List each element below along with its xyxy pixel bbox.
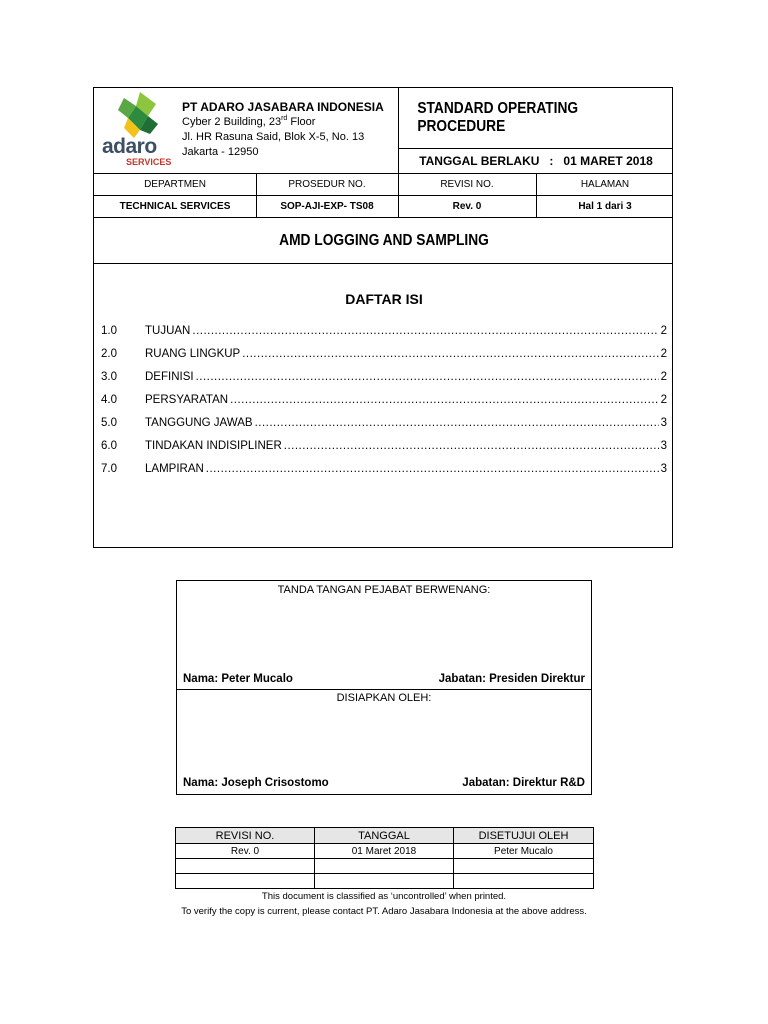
authorized-name: Nama: Peter Mucalo: [183, 673, 293, 685]
toc-item-number: 5.0: [101, 417, 117, 429]
toc-item-number: 2.0: [101, 348, 117, 360]
toc-item[interactable]: [101, 417, 667, 440]
toc-item-label: RUANG LINGKUP: [145, 348, 241, 360]
company-address-line1: Cyber 2 Building, 23rd Floor: [182, 115, 316, 128]
toc-leader-dots: [206, 463, 659, 475]
toc-leader-dots: [196, 371, 659, 383]
table-row: [176, 874, 594, 889]
revision-cell: 01 Maret 2018: [315, 844, 454, 859]
toc-item-label: PERSYARATAN: [145, 394, 229, 406]
toc-item-page: 2: [660, 325, 667, 337]
toc-item-page: 2: [660, 394, 667, 406]
toc-item-label: TINDAKAN INDISIPLINER: [145, 440, 282, 452]
toc-item-page: 3: [660, 463, 667, 475]
meta-header-procedure-no: PROSEDUR NO.: [288, 178, 366, 190]
toc-item-number: 6.0: [101, 440, 117, 452]
authorized-signatory-row: [183, 673, 585, 685]
meta-header-page: HALAMAN: [580, 178, 630, 190]
toc-leader-dots: [242, 348, 658, 360]
revision-cell: [176, 859, 315, 874]
toc-item-page: 2: [660, 371, 667, 383]
footer-uncontrolled-note: This document is classified as ‘uncontrolled’ when printed.: [261, 891, 507, 902]
company-address-line2: Jl. HR Rasuna Said, Blok X-5, No. 13: [182, 131, 365, 143]
revision-cell: Rev. 0: [176, 844, 315, 859]
meta-header-department: DEPARTMEN: [144, 178, 206, 190]
prepared-by-caption: DISIAPKAN OLEH:: [336, 692, 432, 704]
toc-title: DAFTAR ISI: [345, 291, 423, 307]
divider: [94, 263, 672, 264]
table-of-contents: [101, 325, 667, 486]
document-type-title: STANDARD OPERATING PROCEDURE: [417, 100, 579, 135]
toc-item-number: 4.0: [101, 394, 117, 406]
prepared-position: Jabatan: Direktur R&D: [462, 777, 585, 789]
logo-brand: adaro: [102, 135, 157, 158]
meta-value-procedure-no: SOP-AJI-EXP- TS08: [280, 200, 374, 212]
toc-item-page: 3: [660, 417, 667, 429]
toc-item[interactable]: [101, 348, 667, 371]
company-address-line3: Jakarta - 12950: [182, 146, 259, 158]
effective-date-value: 01 MARET 2018: [563, 153, 653, 168]
toc-item[interactable]: [101, 394, 667, 417]
divider: [94, 217, 672, 218]
toc-item-label: TUJUAN: [145, 325, 191, 337]
toc-item-label: TANGGUNG JAWAB: [145, 417, 253, 429]
prepared-by-row: [183, 777, 585, 789]
sop-header-box: [93, 87, 673, 548]
prepared-name: Nama: Joseph Crisostomo: [183, 777, 329, 789]
revision-cell: [176, 874, 315, 889]
logo-services: SERVICES: [126, 157, 172, 167]
toc-item[interactable]: [101, 463, 667, 486]
table-row: [176, 859, 594, 874]
toc-item[interactable]: [101, 440, 667, 463]
toc-item-number: 7.0: [101, 463, 117, 475]
toc-item-page: 3: [660, 440, 667, 452]
divider: [177, 689, 591, 690]
signature-box: [176, 580, 592, 795]
revision-table: [175, 827, 594, 889]
toc-item[interactable]: [101, 371, 667, 394]
authorized-position: Jabatan: Presiden Direktur: [438, 673, 585, 685]
toc-item-number: 3.0: [101, 371, 117, 383]
meta-value-page: Hal 1 dari 3: [578, 200, 632, 212]
footer-verify-note: To verify the copy is current, please contact PT. Adaro Jasabara Indonesia at the above address.: [181, 906, 587, 917]
effective-date-label: TANGGAL BERLAKU: [419, 153, 540, 168]
document-title: AMD LOGGING AND SAMPLING: [279, 232, 489, 249]
company-name: PT ADARO JASABARA INDONESIA: [182, 100, 384, 114]
toc-item[interactable]: [101, 325, 667, 348]
revision-cell: [315, 874, 454, 889]
toc-leader-dots: [284, 440, 659, 452]
logo-mark-icon: [100, 90, 172, 140]
toc-leader-dots: [255, 417, 659, 429]
company-info: [182, 100, 384, 160]
revision-cell: [454, 859, 594, 874]
toc-leader-dots: [192, 325, 658, 337]
revision-header-approved: DISETUJUI OLEH: [454, 828, 594, 844]
revision-cell: [454, 874, 594, 889]
meta-header-revision-no: REVISI NO.: [440, 178, 494, 190]
toc-leader-dots: [230, 394, 659, 406]
effective-date-separator: :: [549, 153, 554, 168]
revision-table-header: [176, 828, 594, 844]
company-logo: [100, 90, 172, 170]
toc-item-label: LAMPIRAN: [145, 463, 204, 475]
revision-cell: Peter Mucalo: [454, 844, 594, 859]
toc-item-number: 1.0: [101, 325, 117, 337]
authorized-signature-caption: TANDA TANGAN PEJABAT BERWENANG:: [277, 584, 491, 596]
meta-value-department: TECHNICAL SERVICES: [119, 200, 231, 212]
revision-header-no: REVISI NO.: [176, 828, 315, 844]
effective-date-row: [398, 148, 674, 173]
toc-item-page: 2: [660, 348, 667, 360]
revision-header-date: TANGGAL: [315, 828, 454, 844]
toc-item-label: DEFINISI: [145, 371, 194, 383]
table-row: [176, 844, 594, 859]
revision-cell: [315, 859, 454, 874]
meta-value-revision-no: Rev. 0: [452, 200, 482, 212]
